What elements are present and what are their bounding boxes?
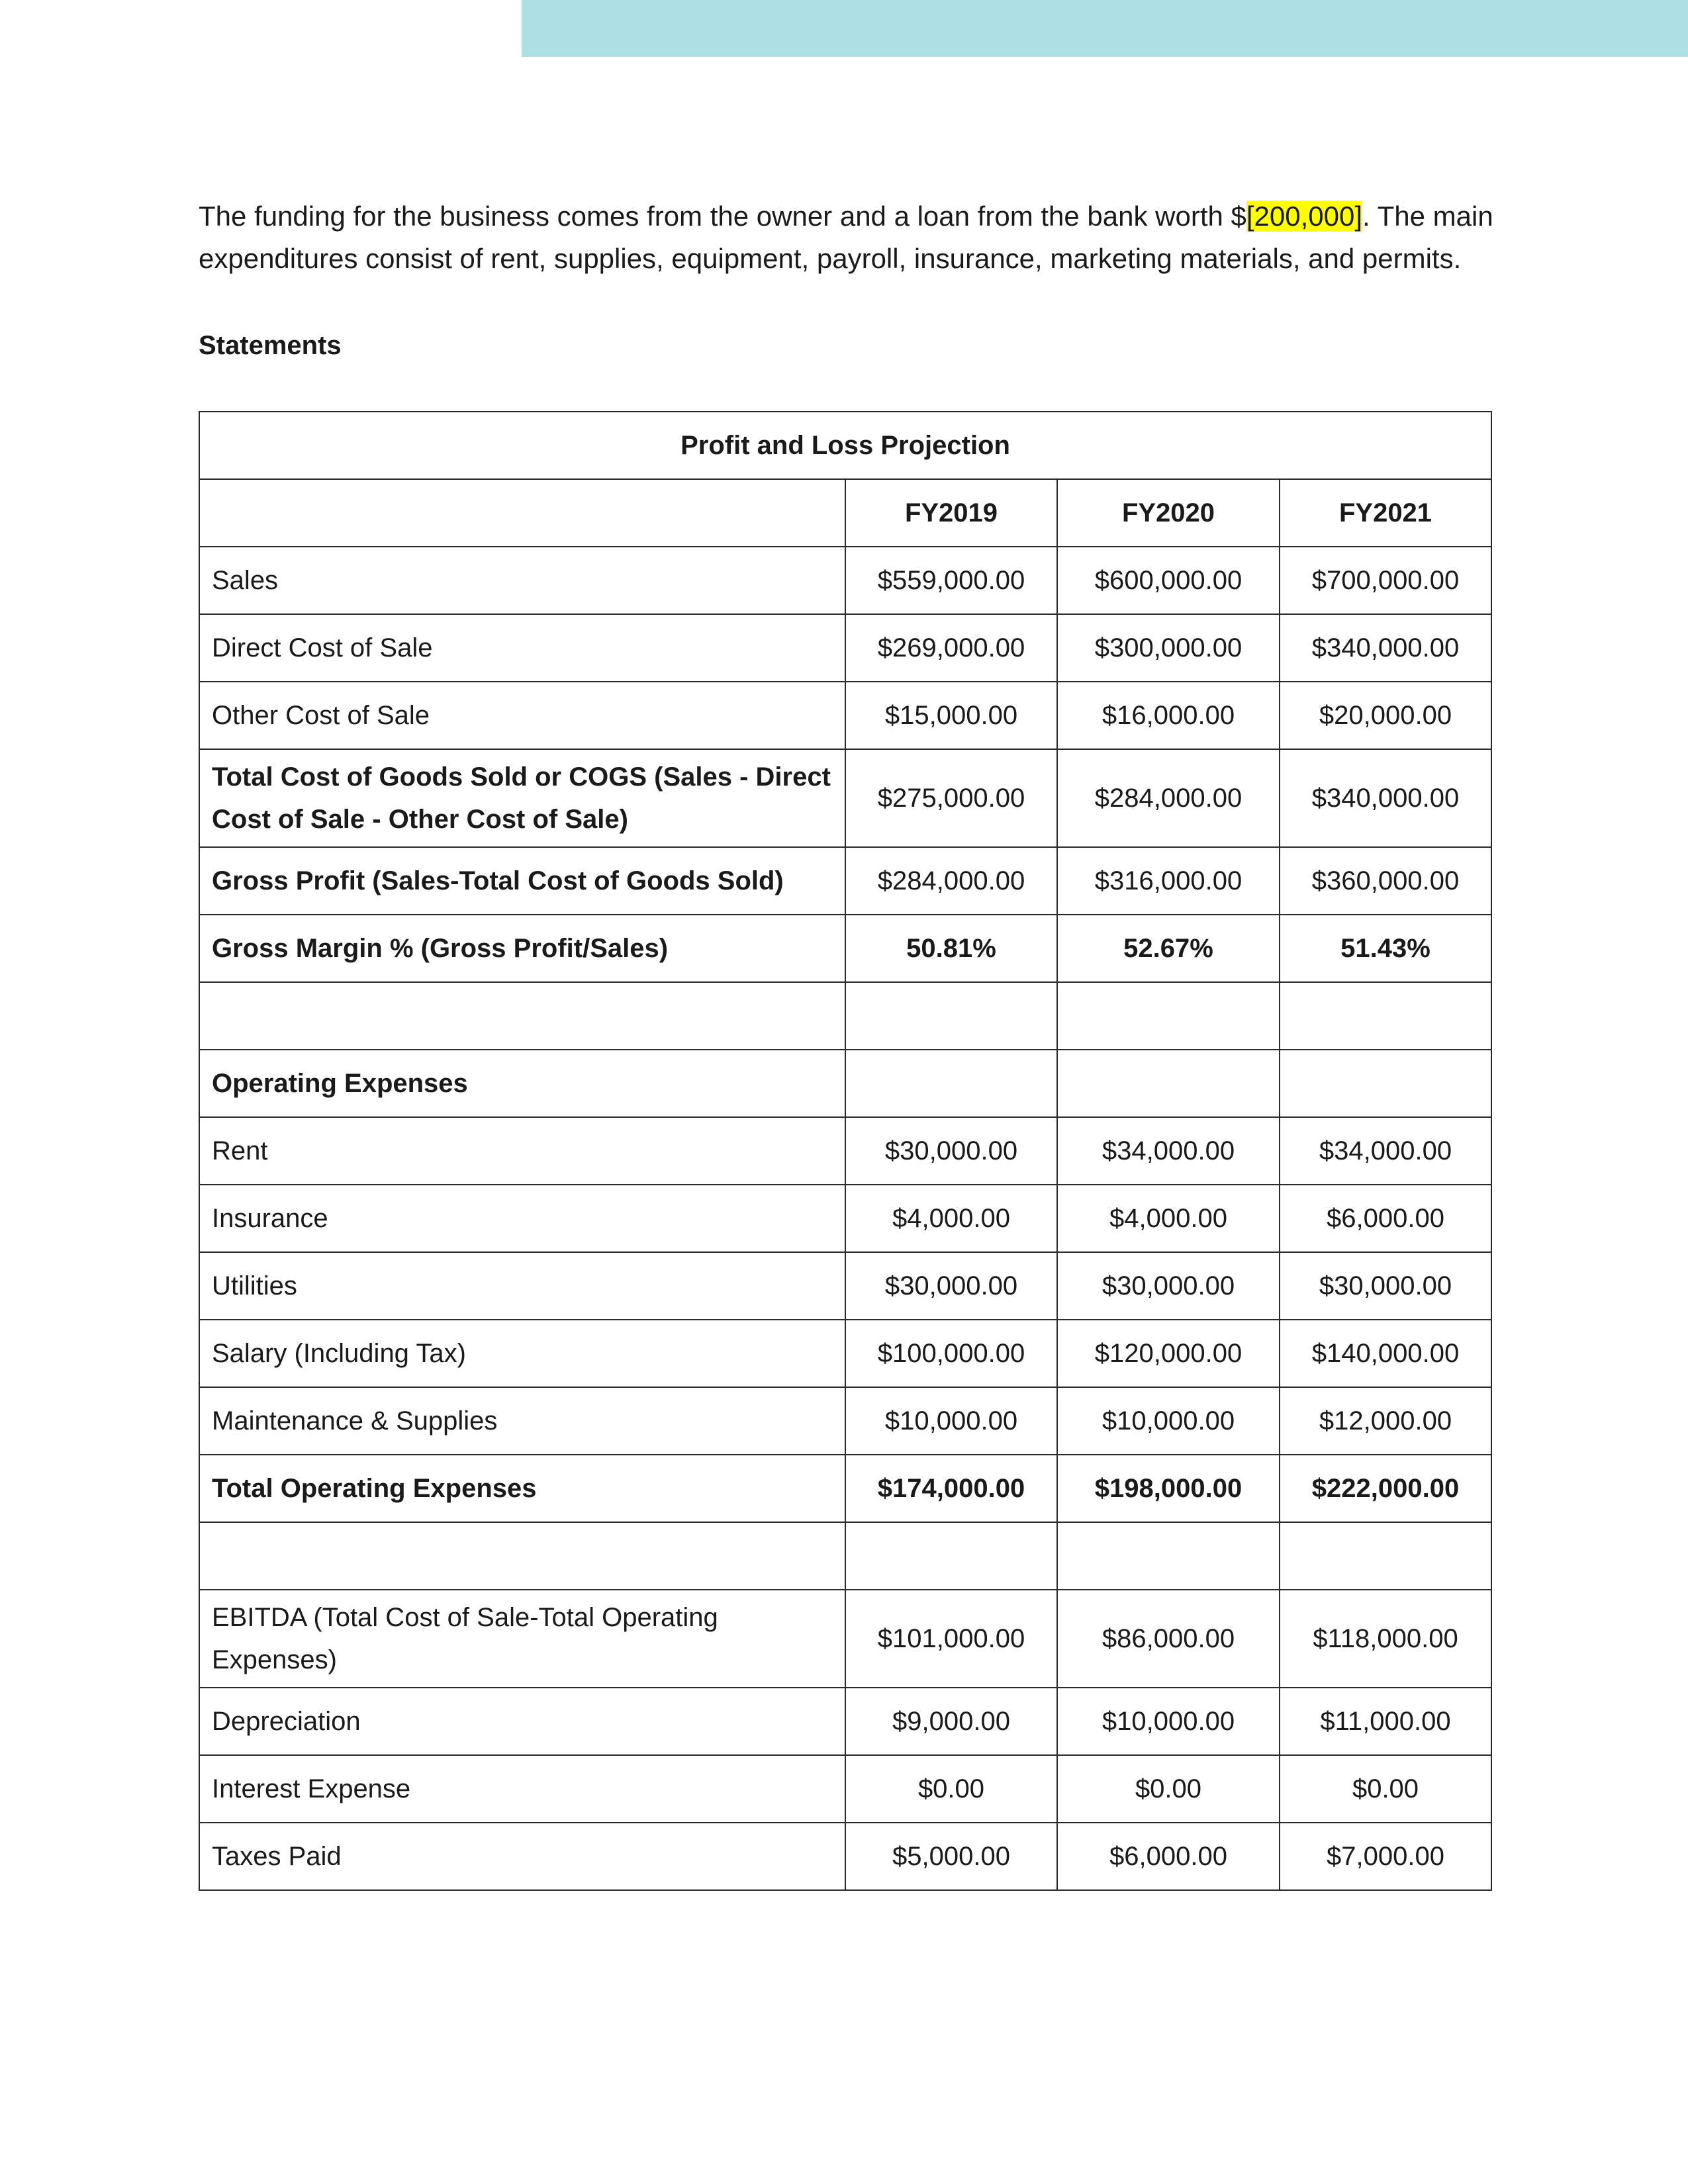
row-value (1057, 982, 1280, 1050)
row-value: $6,000.00 (1280, 1185, 1491, 1252)
row-label: Taxes Paid (199, 1823, 845, 1890)
table-row (199, 1823, 1491, 1890)
row-value: $11,000.00 (1280, 1688, 1491, 1755)
row-value: $140,000.00 (1280, 1320, 1491, 1387)
row-value: $284,000.00 (845, 847, 1057, 915)
row-value: $5,000.00 (845, 1823, 1057, 1890)
row-value: $100,000.00 (845, 1320, 1057, 1387)
row-value: $34,000.00 (1057, 1117, 1280, 1185)
row-value (1280, 1050, 1491, 1117)
table-row-empty (199, 982, 1491, 1050)
table-row (199, 614, 1491, 682)
row-value (845, 982, 1057, 1050)
row-value: $30,000.00 (845, 1117, 1057, 1185)
row-value (845, 1050, 1057, 1117)
row-label (199, 1522, 845, 1590)
table-row (199, 915, 1491, 982)
row-label: Sales (199, 547, 845, 614)
table-row (199, 749, 1491, 847)
year-header: FY2021 (1280, 479, 1491, 547)
row-value: $360,000.00 (1280, 847, 1491, 915)
year-header: FY2019 (845, 479, 1057, 547)
row-value: $30,000.00 (1057, 1252, 1280, 1320)
row-label: Utilities (199, 1252, 845, 1320)
row-value: $284,000.00 (1057, 749, 1280, 847)
table-row-empty (199, 1522, 1491, 1590)
table-row-section-header (199, 1050, 1491, 1117)
table-title: Profit and Loss Projection (199, 412, 1491, 479)
row-value (1280, 982, 1491, 1050)
row-label: Total Cost of Goods Sold or COGS (Sales - Direct Cost of Sale - Other Cost of Sale) (199, 749, 845, 847)
row-value: 50.81% (845, 915, 1057, 982)
row-label: Maintenance & Supplies (199, 1387, 845, 1455)
row-value: $6,000.00 (1057, 1823, 1280, 1890)
table-row (199, 1320, 1491, 1387)
header-empty-cell (199, 479, 845, 547)
row-value: $9,000.00 (845, 1688, 1057, 1755)
table-row (199, 1117, 1491, 1185)
row-value: $275,000.00 (845, 749, 1057, 847)
row-label: Operating Expenses (199, 1050, 845, 1117)
row-value: $118,000.00 (1280, 1590, 1491, 1688)
intro-text-before: The funding for the business comes from the owner and a loan from the bank worth $ (199, 201, 1246, 232)
row-label: Direct Cost of Sale (199, 614, 845, 682)
loan-amount-highlight: [200,000] (1246, 201, 1363, 232)
row-label: Gross Margin % (Gross Profit/Sales) (199, 915, 845, 982)
row-value: $120,000.00 (1057, 1320, 1280, 1387)
row-value: $269,000.00 (845, 614, 1057, 682)
table-header-row (199, 479, 1491, 547)
row-value: $559,000.00 (845, 547, 1057, 614)
row-value: $10,000.00 (1057, 1688, 1280, 1755)
table-title-row (199, 412, 1491, 479)
row-value: $174,000.00 (845, 1455, 1057, 1522)
intro-text-after: . The main expenditures consist of rent, supplies, equipment, payroll, insurance, marketing materials, and permits. (199, 201, 1493, 274)
row-value: $340,000.00 (1280, 749, 1491, 847)
row-value: $0.00 (1280, 1755, 1491, 1823)
row-value: $340,000.00 (1280, 614, 1491, 682)
row-value: 52.67% (1057, 915, 1280, 982)
row-value: $0.00 (1057, 1755, 1280, 1823)
table-row (199, 1387, 1491, 1455)
row-value: $600,000.00 (1057, 547, 1280, 614)
row-value: $15,000.00 (845, 682, 1057, 749)
row-value: $4,000.00 (1057, 1185, 1280, 1252)
row-value: $222,000.00 (1280, 1455, 1491, 1522)
table-row (199, 1590, 1491, 1688)
row-label: Total Operating Expenses (199, 1455, 845, 1522)
row-value: $16,000.00 (1057, 682, 1280, 749)
section-heading-statements: Statements (199, 331, 342, 360)
row-value: $10,000.00 (1057, 1387, 1280, 1455)
row-value: $700,000.00 (1280, 547, 1491, 614)
row-label: EBITDA (Total Cost of Sale-Total Operating Expenses) (199, 1590, 845, 1688)
row-value: $300,000.00 (1057, 614, 1280, 682)
row-value: $20,000.00 (1280, 682, 1491, 749)
table-row (199, 682, 1491, 749)
table-row (199, 1688, 1491, 1755)
row-value: $12,000.00 (1280, 1387, 1491, 1455)
row-value: $30,000.00 (1280, 1252, 1491, 1320)
row-value: $30,000.00 (845, 1252, 1057, 1320)
header-decorative-band (522, 0, 1688, 57)
row-label: Gross Profit (Sales-Total Cost of Goods Sold) (199, 847, 845, 915)
row-value: $198,000.00 (1057, 1455, 1280, 1522)
row-label: Other Cost of Sale (199, 682, 845, 749)
intro-paragraph (199, 195, 1496, 280)
table-row-total (199, 1455, 1491, 1522)
year-header: FY2020 (1057, 479, 1280, 547)
row-label: Depreciation (199, 1688, 845, 1755)
row-value (1057, 1522, 1280, 1590)
profit-loss-table (199, 411, 1492, 1891)
row-value: $0.00 (845, 1755, 1057, 1823)
table-row (199, 1252, 1491, 1320)
row-value: $10,000.00 (845, 1387, 1057, 1455)
row-value (845, 1522, 1057, 1590)
row-value: 51.43% (1280, 915, 1491, 982)
row-value (1057, 1050, 1280, 1117)
table-row (199, 847, 1491, 915)
row-value: $101,000.00 (845, 1590, 1057, 1688)
row-label: Salary (Including Tax) (199, 1320, 845, 1387)
row-label (199, 982, 845, 1050)
row-label: Interest Expense (199, 1755, 845, 1823)
row-label: Insurance (199, 1185, 845, 1252)
table-row (199, 1185, 1491, 1252)
table-row (199, 1755, 1491, 1823)
row-value: $7,000.00 (1280, 1823, 1491, 1890)
row-value: $4,000.00 (845, 1185, 1057, 1252)
row-label: Rent (199, 1117, 845, 1185)
row-value (1280, 1522, 1491, 1590)
row-value: $316,000.00 (1057, 847, 1280, 915)
row-value: $86,000.00 (1057, 1590, 1280, 1688)
table-row (199, 547, 1491, 614)
row-value: $34,000.00 (1280, 1117, 1491, 1185)
